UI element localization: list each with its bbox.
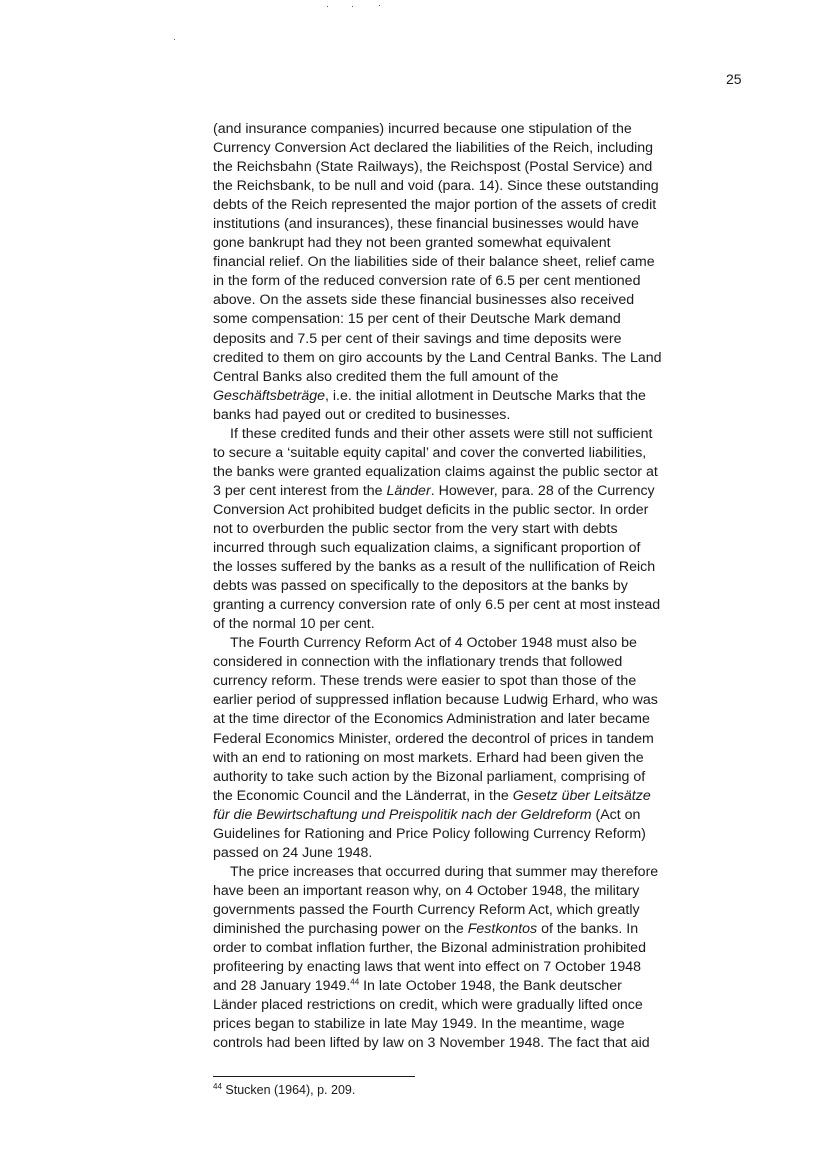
text-line: [213, 730, 753, 749]
text-line: [213, 634, 753, 653]
text-line: [213, 139, 753, 158]
text-line: [213, 863, 753, 882]
text-line: [213, 234, 753, 253]
text-line: [213, 196, 753, 215]
text-segment: Currency Conversion Act declared the liabilities of the Reich, including: [213, 140, 654, 157]
text-segment: debts was passed on specifically to the depositors at the banks by: [213, 578, 628, 595]
text-line: [213, 444, 753, 463]
italic-text: Geschäftsbeträge: [213, 387, 325, 404]
text-line: [213, 177, 753, 196]
text-segment: prices began to stabilize in late May 1949. In the meantime, wage: [213, 1016, 625, 1033]
text-segment: In late October 1948, the Bank deutscher: [359, 978, 622, 995]
text-segment: passed on 24 June 1948.: [213, 844, 373, 861]
text-segment: financial relief. On the liabilities side of their balance sheet, relief came: [213, 254, 655, 271]
text-line: [213, 558, 753, 577]
text-segment: gone bankrupt had they not been granted somewhat equivalent: [213, 235, 611, 252]
italic-text: Länder: [386, 482, 431, 499]
text-segment: institutions (and insurances), these financial businesses would have: [213, 216, 639, 233]
text-line: [213, 787, 753, 806]
text-segment: at the time director of the Economics Administration and later became: [213, 711, 650, 728]
text-segment: (Act on: [591, 806, 641, 823]
text-line: [213, 330, 753, 349]
text-line: [213, 482, 753, 501]
text-segment: incurred through such equalization claims, a significant proportion of: [213, 540, 641, 557]
italic-text: Gesetz über Leitsätze: [512, 787, 651, 804]
page-number: 25: [726, 71, 742, 87]
paragraph: [213, 634, 753, 863]
paragraph: [213, 120, 753, 425]
text-segment: Central Banks also credited them the full amount of the: [213, 368, 559, 385]
footnote-text: Stucken (1964), p. 209.: [221, 1083, 356, 1097]
text-line: [213, 291, 753, 310]
text-segment: Conversion Act prohibited budget deficits in the public sector. In order: [213, 501, 649, 518]
text-line: [213, 844, 753, 863]
text-segment: of the banks. In: [537, 920, 639, 937]
text-segment: order to combat inflation further, the Bizonal administration prohibited: [213, 940, 646, 957]
text-segment: earlier period of suppressed inflation because Ludwig Erhard, who was: [213, 692, 658, 709]
text-segment: have been an important reason why, on 4 October 1948, the military: [213, 882, 640, 899]
text-segment: credited to them on giro accounts by the Land Central Banks. The Land: [213, 349, 662, 366]
text-segment: (and insurance companies) incurred because one stipulation of the: [213, 121, 632, 137]
text-line: [213, 1015, 753, 1034]
footnote-mark: 44: [213, 1081, 222, 1091]
italic-text: Festkontos: [467, 920, 538, 937]
text-segment: The Fourth Currency Reform Act of 4 October 1948 must also be: [230, 635, 637, 652]
text-line: [213, 825, 753, 844]
text-segment: considered in connection with the inflationary trends that followed: [213, 654, 623, 671]
footnote-reference: 44: [350, 977, 360, 987]
text-line: [213, 672, 753, 691]
text-segment: and 28 January 1949.: [213, 978, 351, 995]
text-segment: to secure a ‘suitable equity capital’ and cover the converted liabilities,: [213, 444, 647, 461]
text-line: [213, 406, 753, 425]
italic-text: für die Bewirtschaftung und Preispolitik nach der Geldreform: [213, 806, 592, 823]
paragraph: [213, 863, 753, 1053]
text-line: [213, 691, 753, 710]
text-line: [213, 120, 753, 139]
scan-speck: [327, 6, 328, 7]
text-segment: of the normal 10 per cent.: [213, 616, 375, 633]
text-line: [213, 1034, 753, 1053]
text-line: [213, 749, 753, 768]
text-segment: 3 per cent interest from the: [213, 482, 387, 499]
text-line: [213, 253, 753, 272]
text-line: [213, 387, 753, 406]
text-segment: governments passed the Fourth Currency Reform Act, which greatly: [213, 901, 640, 918]
text-line: [213, 425, 753, 444]
text-line: [213, 882, 753, 901]
text-line: [213, 272, 753, 291]
text-segment: profiteering by enacting laws that went into effect on 7 October 1948: [213, 959, 641, 976]
text-segment: controls had been lifted by law on 3 November 1948. The fact that aid: [213, 1035, 650, 1052]
text-segment: The price increases that occurred during that summer may therefore: [230, 863, 659, 880]
text-segment: the Economic Council and the Länderrat, in the: [213, 787, 513, 804]
text-line: [213, 501, 753, 520]
text-line: [213, 310, 753, 329]
text-segment: not to overburden the public sector from the very start with debts: [213, 520, 618, 537]
text-segment: deposits and 7.5 per cent of their savings and time deposits were: [213, 330, 622, 347]
text-segment: If these credited funds and their other assets were still not sufficient: [230, 425, 653, 442]
text-segment: in the form of the reduced conversion rate of 6.5 per cent mentioned: [213, 273, 641, 290]
text-line: [213, 539, 753, 558]
footnote: [213, 1083, 355, 1097]
text-line: [213, 577, 753, 596]
text-line: [213, 996, 753, 1015]
text-line: [213, 920, 753, 939]
text-segment: the Reichsbank, to be null and void (para. 14). Since these outstanding: [213, 178, 659, 195]
text-line: [213, 806, 753, 825]
text-line: [213, 768, 753, 787]
text-segment: the losses suffered by the banks as a result of the nullification of Reich: [213, 559, 656, 576]
text-segment: currency reform. These trends were easier to spot than those of the: [213, 673, 637, 690]
footnote-rule: [213, 1076, 415, 1077]
text-line: [213, 958, 753, 977]
text-line: [213, 939, 753, 958]
text-line: [213, 463, 753, 482]
text-line: [213, 596, 753, 615]
text-line: [213, 901, 753, 920]
text-line: [213, 368, 753, 387]
text-segment: granting a currency conversion rate of only 6.5 per cent at most instead: [213, 597, 661, 614]
text-line: [213, 349, 753, 368]
text-segment: above. On the assets side these financial businesses also received: [213, 292, 635, 309]
text-line: [213, 158, 753, 177]
text-segment: banks had payed out or credited to businesses.: [213, 406, 511, 423]
scan-speck: [379, 5, 380, 6]
text-line: [213, 653, 753, 672]
text-line: [213, 710, 753, 729]
paragraph: [213, 425, 753, 635]
text-segment: Länder placed restrictions on credit, which were gradually lifted once: [213, 997, 643, 1014]
scan-speck: [352, 6, 353, 7]
text-segment: , i.e. the initial allotment in Deutsche Marks that the: [325, 387, 646, 404]
text-line: [213, 215, 753, 234]
text-segment: authority to take such action by the Bizonal parliament, comprising of: [213, 768, 646, 785]
text-line: [213, 977, 753, 996]
text-line: [213, 520, 753, 539]
text-line: [213, 615, 753, 634]
text-segment: Federal Economics Minister, ordered the decontrol of prices in tandem: [213, 730, 654, 747]
text-segment: . However, para. 28 of the Currency: [430, 482, 655, 499]
text-segment: the Reichsbahn (State Railways), the Reichspost (Postal Service) and: [213, 159, 653, 176]
text-segment: debts of the Reich represented the major portion of the assets of credit: [213, 197, 657, 214]
text-segment: with an end to rationing on most markets. Erhard had been given the: [213, 749, 644, 766]
text-segment: the banks were granted equalization claims against the public sector at: [213, 463, 658, 480]
text-segment: Guidelines for Rationing and Price Policy following Currency Reform): [213, 825, 646, 842]
text-segment: diminished the purchasing power on the: [213, 920, 468, 937]
scan-speck: [174, 39, 175, 40]
text-segment: some compensation: 15 per cent of their Deutsche Mark demand: [213, 311, 621, 328]
body-text: [213, 120, 753, 1053]
